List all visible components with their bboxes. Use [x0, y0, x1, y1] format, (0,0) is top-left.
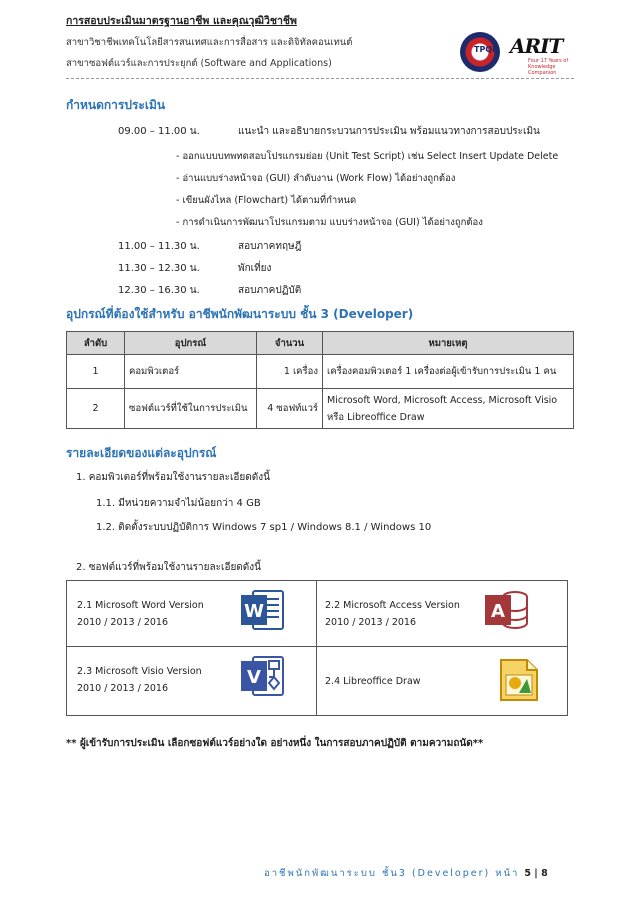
col-header-note: หมายเหตุ	[323, 332, 574, 355]
schedule-subitem: - เขียนผังไหล (Flowchart) ได้ตามที่กำหนด	[176, 195, 357, 206]
cell-qty: 4 ซอฟท์แวร์	[257, 389, 323, 429]
cell-note: Microsoft Word, Microsoft Access, Microsoft Visio หรือ Libreoffice Draw	[323, 389, 574, 429]
software-item-libreoffice-draw: 2.4 Libreoffice Draw	[325, 676, 421, 687]
svg-text:A: A	[491, 601, 505, 622]
arit-logo-text: ARIT	[510, 34, 563, 58]
page-footer	[264, 866, 548, 881]
cell-item: ซอฟต์แวร์ที่ใช้ในการประเมิน	[125, 389, 257, 429]
grid-divider	[316, 581, 317, 715]
arit-logo-subtext: Four 17 Years of Knowledge Companion	[528, 58, 569, 76]
software-item-word: 2.1 Microsoft Word Version 2010 / 2013 / 2016	[77, 600, 204, 628]
header-subtitle-2: สาขาซอฟต์แวร์และการประยุกต์ (Software and Applications)	[66, 58, 332, 69]
col-header-item: อุปกรณ์	[125, 332, 257, 355]
cell-no: 1	[67, 355, 125, 389]
cell-qty: 1 เครื่อง	[257, 355, 323, 389]
libreoffice-draw-icon	[495, 657, 541, 703]
schedule-heading: กำหนดการประเมิน	[66, 98, 166, 112]
list-item: 1. คอมพิวเตอร์ที่พร้อมใช้งานรายละเอียดดังนี้	[76, 472, 270, 483]
software-item-access: 2.2 Microsoft Access Version 2010 / 2013 / 2016	[325, 600, 460, 628]
cell-item: คอมพิวเตอร์	[125, 355, 257, 389]
page-number: 5 | 8	[524, 868, 548, 879]
schedule-row: 11.00 – 11.30 น. สอบภาคทฤษฎี	[118, 241, 302, 252]
footer-text: อาชีพนักพัฒนาระบบ ชั้น3 (Developer) หน้า	[264, 868, 520, 879]
software-item-visio: 2.3 Microsoft Visio Version 2010 / 2013 / 2016	[77, 666, 202, 694]
header-divider	[66, 78, 574, 79]
word-icon	[239, 587, 285, 633]
schedule-row: 09.00 – 11.00 น. แนะนำ และอธิบายกระบวนการประเมิน พร้อมแนวทางการสอบประเมิน	[118, 126, 540, 137]
schedule-row: 12.30 – 16.30 น. สอบภาคปฏิบัติ	[118, 285, 302, 296]
cell-no: 2	[67, 389, 125, 429]
tpqi-seal-logo: TPQI	[460, 32, 500, 72]
list-item: 2. ซอฟต์แวร์ที่พร้อมใช้งานรายละเอียดดังนี้	[76, 562, 262, 573]
arit-logo	[510, 34, 574, 76]
svg-text:V: V	[247, 667, 261, 688]
table-row	[67, 355, 574, 389]
schedule-subitem: - อ่านแบบร่างหน้าจอ (GUI) ลำดับงาน (Work Flow) ได้อย่างถูกต้อง	[176, 173, 456, 184]
details-heading: รายละเอียดของแต่ละอุปกรณ์	[66, 446, 217, 460]
header-title: การสอบประเมินมาตรฐานอาชีพ และคุณวุฒิวิชาชีพ	[66, 15, 297, 27]
header-subtitle-1: สาขาวิชาชีพเทคโนโลยีสารสนเทศและการสื่อสาร และดิจิทัลคอนเทนต์	[66, 37, 353, 48]
table-row	[67, 389, 574, 429]
list-item: 1.1. มีหน่วยความจำไม่น้อยกว่า 4 GB	[96, 498, 261, 509]
selection-note: ** ผู้เข้ารับการประเมิน เลือกซอฟต์แวร์อย่างใด อย่างหนึ่ง ในการสอบภาคปฏิบัติ ตามความถนัด**	[66, 738, 484, 749]
schedule-subitem: - ออกแบบบทพทดสอบโปรแกรมย่อย (Unit Test Script) เช่น Select Insert Update Delete	[176, 151, 559, 162]
col-header-no: ลำดับ	[67, 332, 125, 355]
col-header-qty: จำนวน	[257, 332, 323, 355]
schedule-row: 11.30 – 12.30 น. พักเที่ยง	[118, 263, 272, 274]
list-item: 1.2. ติดตั้งระบบปฏิบัติการ Windows 7 sp1 / Windows 8.1 / Windows 10	[96, 522, 432, 533]
visio-icon	[239, 653, 285, 699]
cell-note: เครื่องคอมพิวเตอร์ 1 เครื่องต่อผู้เข้ารับการประเมิน 1 คน	[323, 355, 574, 389]
svg-text:W: W	[244, 601, 264, 622]
software-grid	[66, 580, 568, 716]
table-header-row	[67, 332, 574, 355]
page-header	[66, 12, 586, 71]
schedule-subitem: - การดำเนินการพัฒนาโปรแกรมตาม แบบร่างหน้าจอ (GUI) ได้อย่างถูกต้อง	[176, 217, 483, 228]
equipment-table	[66, 331, 574, 429]
grid-divider	[67, 646, 567, 647]
equipment-heading: อุปกรณ์ที่ต้องใช้สำหรับ อาชีพนักพัฒนาระบบ ชั้น 3 (Developer)	[66, 307, 414, 321]
access-icon	[483, 587, 529, 633]
